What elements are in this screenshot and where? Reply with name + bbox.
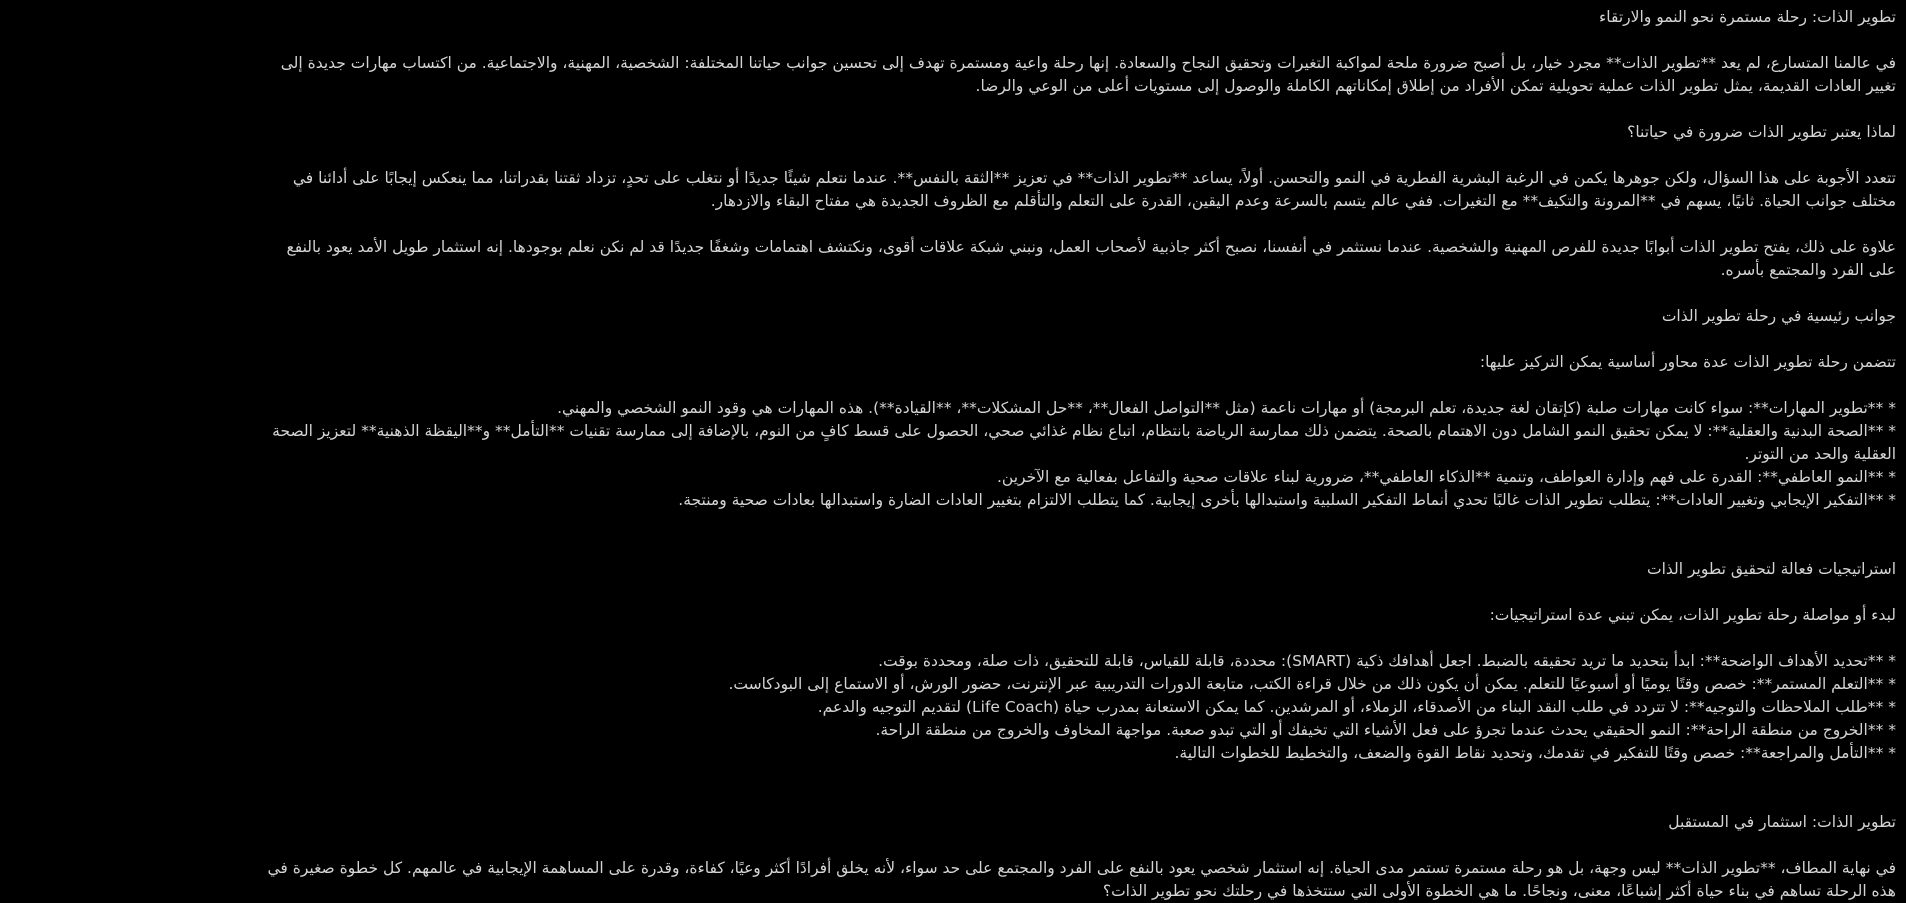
text-line: العقلية والحد من التوتر. (1744, 445, 1896, 463)
text-line (10, 328, 1896, 351)
text-line (10, 834, 1896, 857)
text-line: * **تحديد الأهداف الواضحة**: ابدأ بتحديد ما تريد تحقيقه بالضبط. اجعل أهدافك ذكية (SMART): محددة، قابلة للقياس، قابلة للتحقيق، ذات صلة، ومحددة بوقت. (878, 652, 1896, 670)
text-line (10, 29, 1896, 52)
text-line (10, 213, 1896, 236)
text-line: هذه الرحلة تساهم في بناء حياة أكثر إشباعًا، معنى، ونجاحًا. ما هي الخطوة الأولى التي ستتخذها في رحلتك نحو تطوير الذات؟ (1102, 882, 1896, 900)
text-line: في نهاية المطاف، **تطوير الذات** ليس وجهة، بل هو رحلة مستمرة تستمر مدى الحياة. إنه استثمار شخصي يعود بالنفع على الفرد والمجتمع على حد سواء، لأنه يخلق أفرادًا أكثر وعيًا، كفاءة، وقدرة على المساهمة الإيجابية في عالمهم. كل خطوة صغيرة في (267, 859, 1896, 877)
text-line: تطوير الذات: رحلة مستمرة نحو النمو والارتقاء (1599, 8, 1896, 26)
text-line (10, 374, 1896, 397)
text-line (10, 144, 1896, 167)
text-line: على الفرد والمجتمع بأسره. (1720, 261, 1896, 279)
text-line: * **الخروج من منطقة الراحة**: النمو الحقيقي يحدث عندما تجرؤ على فعل الأشياء التي تخيفك أو التي تبدو صعبة. مواجهة المخاوف والخروج من منطقة الراحة. (875, 721, 1896, 739)
text-line (10, 581, 1896, 604)
text-line: * **التفكير الإيجابي وتغيير العادات**: يتطلب تطوير الذات غالبًا تحدي أنماط التفكير السلبية واستبدالها بأخرى إيجابية. كما يتطلب الالتزام بتغيير العادات الضارة واستبدالها بعادات صحية ومنتجة. (678, 491, 1896, 509)
text-line: مختلف جوانب الحياة. ثانيًا، يسهم في **المرونة والتكيف** مع التغيرات. ففي عالم يتسم بالسرعة وعدم اليقين، القدرة على التعلم والتأقلم مع الظروف الجديدة هي مفتاح البقاء والازدهار. (710, 192, 1896, 210)
text-line: * **التعلم المستمر**: خصص وقتًا يوميًا أو أسبوعيًا للتعلم. يمكن أن يكون ذلك من خلال قراءة الكتب، متابعة الدورات التدريبية عبر الإنترنت، حضور الورش، أو الاستماع إلى البودكاست. (728, 675, 1896, 693)
text-line (10, 282, 1896, 305)
text-line: لبدء أو مواصلة رحلة تطوير الذات، يمكن تبني عدة استراتيجيات: (1489, 606, 1896, 624)
text-line (10, 765, 1896, 788)
text-line: في عالمنا المتسارع، لم يعد **تطوير الذات** مجرد خيار، بل أصبح ضرورة ملحة لمواكبة التغيرات وتحقيق النجاح والسعادة. إنها رحلة واعية ومستمرة تهدف إلى تحسين جوانب حياتنا المختلفة: الشخصية، المهنية، والاجتماعية. من اكتساب مهارات جديدة إلى (280, 54, 1896, 72)
text-line: تطوير الذات: استثمار في المستقبل (1668, 813, 1896, 831)
text-line: * **تطوير المهارات**: سواء كانت مهارات صلبة (كإتقان لغة جديدة، تعلم البرمجة) أو مهارات ناعمة (مثل **التواصل الفعال**، **حل المشكلات**، **القيادة**). هذه المهارات هي وقود النمو الشخصي والمهني. (557, 399, 1896, 417)
text-line (10, 627, 1896, 650)
text-line: علاوة على ذلك، يفتح تطوير الذات أبوابًا جديدة للفرص المهنية والشخصية. عندما نستثمر في أنفسنا، نصبح أكثر جاذبية لأصحاب العمل، ونبني شبكة علاقات أقوى، ونكتشف اهتمامات وشغفًا جديدًا قد لم نكن نعلم بوجودها. إنه استثمار طويل الأمد يعود بالنفع (286, 238, 1896, 256)
text-line: * **التأمل والمراجعة**: خصص وقتًا للتفكير في تقدمك، وتحديد نقاط القوة والضعف، والتخطيط للخطوات التالية. (1174, 744, 1896, 762)
text-line: استراتيجيات فعالة لتحقيق تطوير الذات (1647, 560, 1896, 578)
text-line (10, 98, 1896, 121)
text-line: تغيير العادات القديمة، يمثل تطوير الذات عملية تحويلية تمكن الأفراد من إطلاق إمكاناتهم الكاملة والوصول إلى مستويات أعلى من الوعي والرضا. (975, 77, 1896, 95)
text-line: * **النمو العاطفي**: القدرة على فهم وإدارة العواطف، وتنمية **الذكاء العاطفي**، ضرورية لبناء علاقات صحية والتفاعل بفعالية مع الآخرين. (996, 468, 1896, 486)
text-line: * **الصحة البدنية والعقلية**: لا يمكن تحقيق النمو الشامل دون الاهتمام بالصحة. يتضمن ذلك ممارسة الرياضة بانتظام، اتباع نظام غذائي صحي، الحصول على قسط كافٍ من النوم، بالإضافة إلى ممارسة تقنيات **التأمل** و**اليقظة الذهنية** لتعزيز الصحة (272, 422, 1896, 440)
text-line (10, 788, 1896, 811)
text-line: جوانب رئيسية في رحلة تطوير الذات (1661, 307, 1896, 325)
text-line: * **طلب الملاحظات والتوجيه**: لا تتردد في طلب النقد البناء من الأصدقاء، الزملاء، أو المرشدين. كما يمكن الاستعانة بمدرب حياة (Life Coach) لتقديم التوجيه والدعم. (817, 698, 1896, 716)
text-line (10, 512, 1896, 535)
text-line: لماذا يعتبر تطوير الذات ضرورة في حياتنا؟ (1627, 123, 1896, 141)
text-line (10, 535, 1896, 558)
text-line: تتعدد الأجوبة على هذا السؤال، ولكن جوهرها يكمن في الرغبة البشرية الفطرية في النمو والتحسن. أولاً، يساعد **تطوير الذات** في تعزيز **الثقة بالنفس**. عندما نتعلم شيئًا جديدًا أو نتغلب على تحدٍ، تزداد ثقتنا بقدراتنا، مما ينعكس إيجابًا على أدائنا في (292, 169, 1896, 187)
text-line: تتضمن رحلة تطوير الذات عدة محاور أساسية يمكن التركيز عليها: (1479, 353, 1896, 371)
